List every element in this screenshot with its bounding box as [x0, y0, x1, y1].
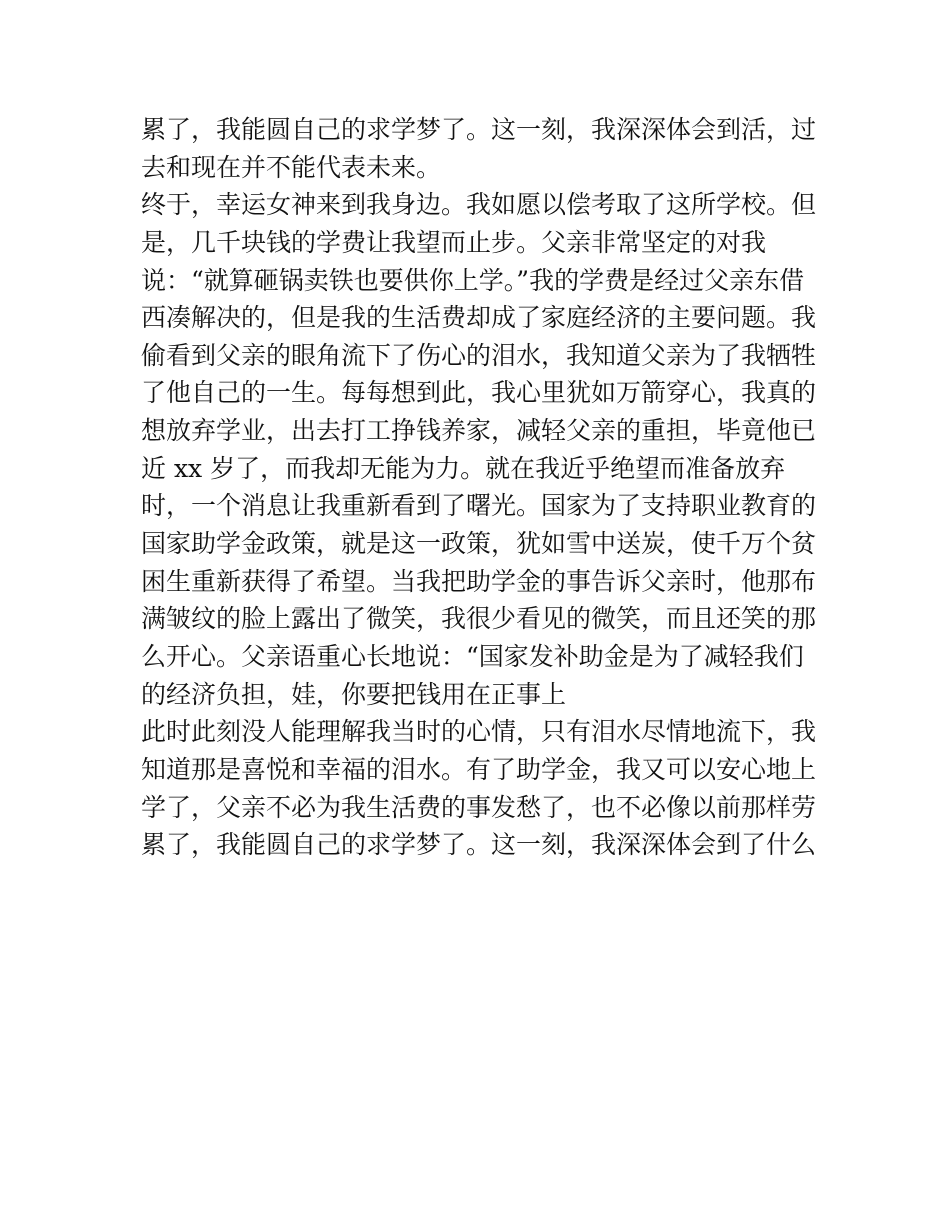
text-line: 偷看到父亲的眼角流下了伤心的泪水，我知道父亲为了我牺牲: [141, 340, 817, 370]
text-line: 是，几千块钱的学费让我望而止步。父亲非常坚定的对我: [141, 227, 767, 257]
text-line: 近 xx 岁了，而我却无能为力。就在我近乎绝望而准备放弃: [141, 453, 786, 483]
text-line: 国家助学金政策，就是这一政策，犹如雪中送炭，使千万个贫: [141, 529, 817, 559]
text-line: 么开心。父亲语重心长地说：“国家发补助金是为了减轻我们: [141, 641, 804, 671]
text-line: 此时此刻没人能理解我当时的心情，只有泪水尽情地流下，我: [141, 717, 817, 747]
text-line: 知道那是喜悦和幸福的泪水。有了助学金，我又可以安心地上: [141, 754, 817, 784]
text-line: 了他自己的一生。每每想到此，我心里犹如万箭穿心，我真的: [141, 378, 817, 408]
text-line: 想放弃学业，出去打工挣钱养家，减轻父亲的重担，毕竟他已: [141, 416, 817, 446]
text-line: 的经济负担，娃，你要把钱用在正事上: [141, 679, 567, 709]
text-line: 累了，我能圆自己的求学梦了。这一刻，我深深体会到了什么: [141, 830, 817, 860]
text-line: 累了，我能圆自己的求学梦了。这一刻，我深深体会到活，过: [141, 115, 817, 144]
text-line: 西凑解决的，但是我的生活费却成了家庭经济的主要问题。我: [141, 303, 817, 333]
text-line: 去和现在并不能代表未来。: [141, 152, 442, 182]
text-line: 说：“就算砸锅卖铁也要供你上学。”我的学费是经过父亲东借: [141, 265, 805, 295]
text-line: 困生重新获得了希望。当我把助学金的事告诉父亲时，他那布: [141, 566, 817, 596]
text-line: 终于，幸运女神来到我身边。我如愿以偿考取了这所学校。但: [141, 190, 817, 220]
text-line: 时，一个消息让我重新看到了曙光。国家为了支持职业教育的: [141, 491, 817, 521]
text-line: 满皱纹的脸上露出了微笑，我很少看见的微笑，而且还笑的那: [141, 604, 817, 634]
body-text: [141, 111, 821, 864]
text-line: 学了，父亲不必为我生活费的事发愁了，也不必像以前那样劳: [141, 792, 817, 822]
